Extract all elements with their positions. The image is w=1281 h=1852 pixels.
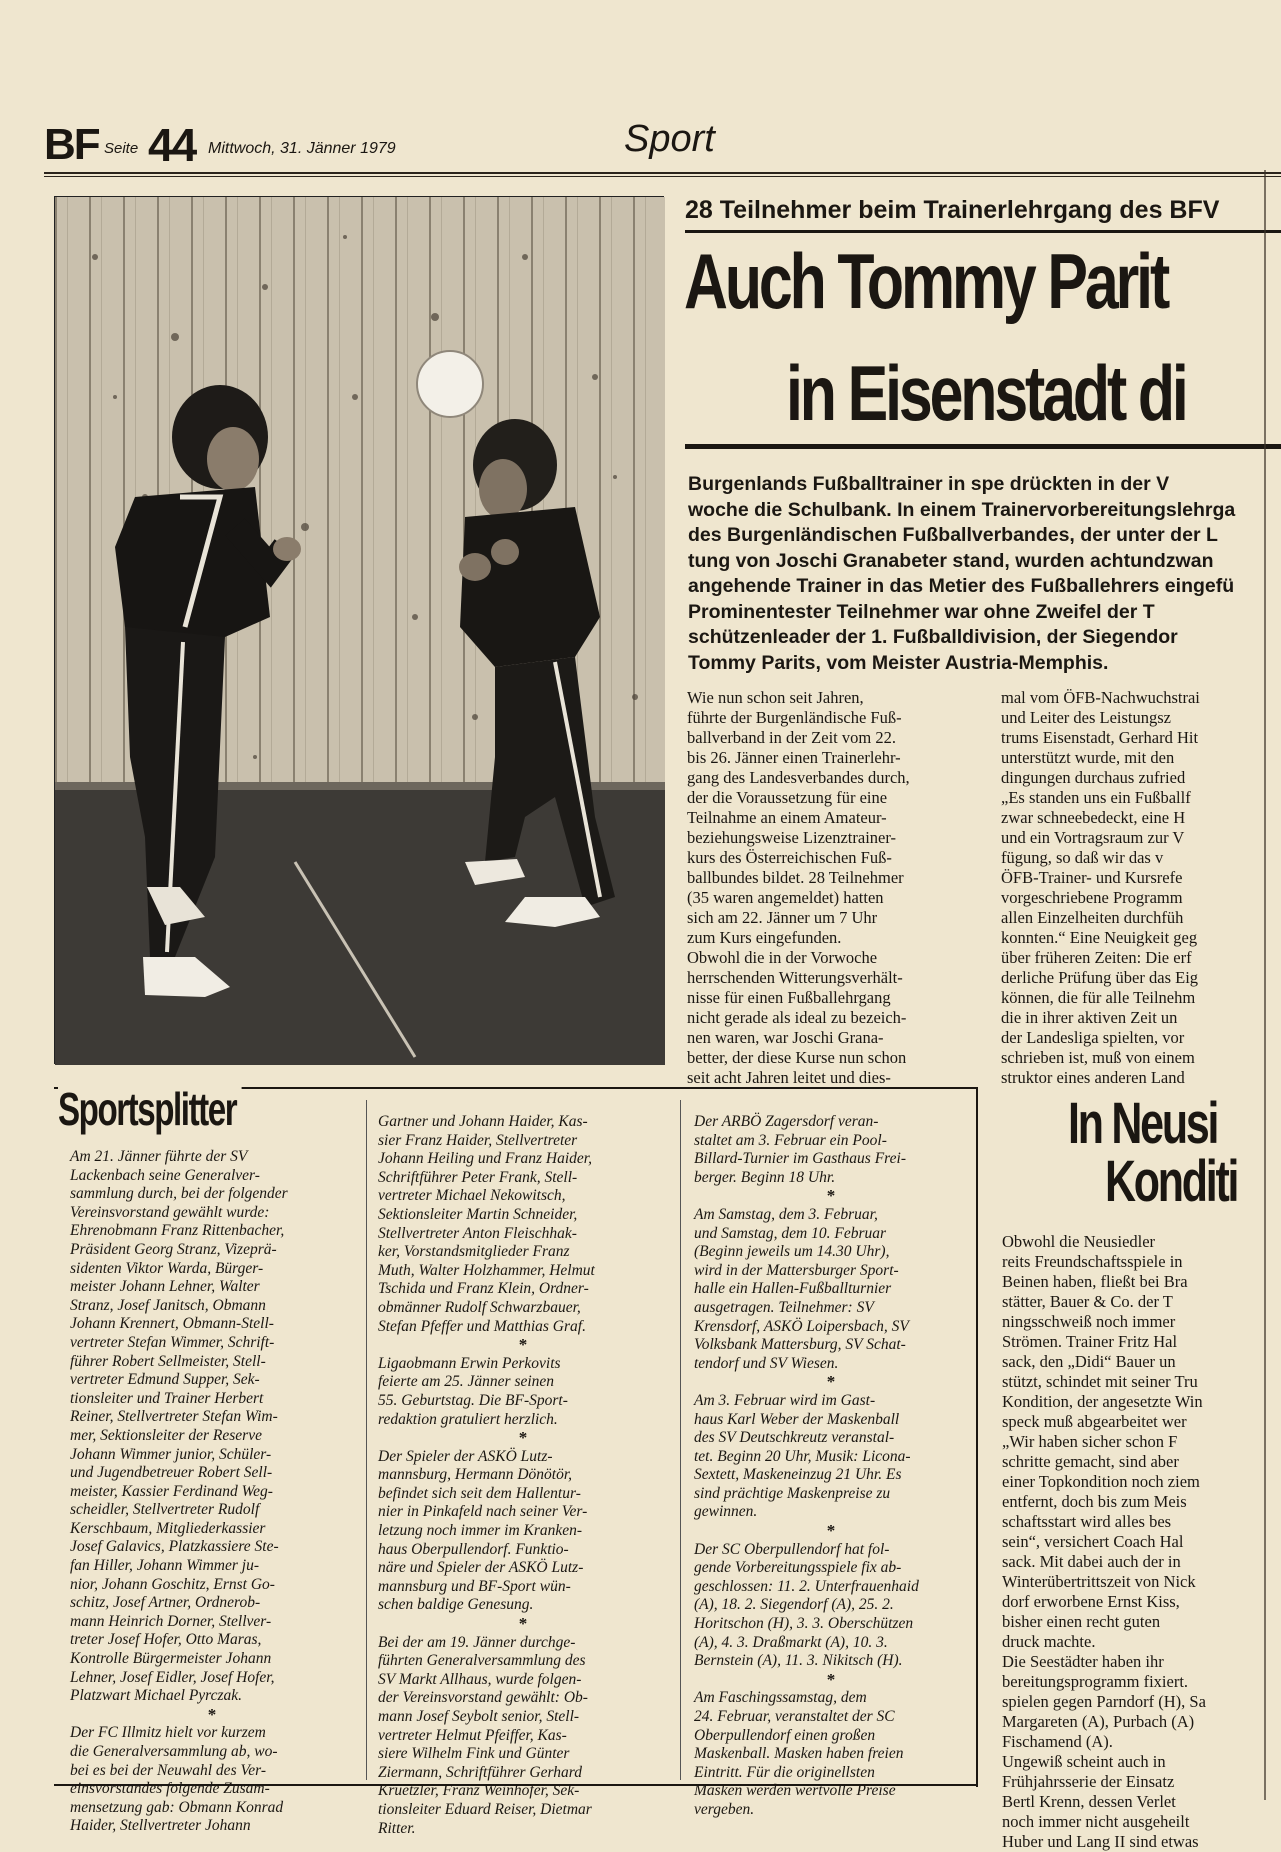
text-line: tendorf und SV Wiesen.: [694, 1354, 839, 1372]
lead-line: des Burgenländischen Fußballverbandes, der unter der L: [688, 524, 1218, 546]
text-line: trums Eisenstadt, Gerhard Hit: [1001, 728, 1199, 747]
text-line: Krensdorf, ASKÖ Loipersbach, SV: [694, 1317, 909, 1335]
text-line: stätter, Bauer & Co. der T: [1002, 1292, 1173, 1311]
article-kicker: 28 Teilnehmer beim Trainerlehrgang des BFV: [685, 196, 1220, 224]
text-line: Lackenbach seine Generalver-: [70, 1166, 260, 1184]
side-story-body: [1002, 1232, 1281, 1852]
text-line: Eintritt. Für die originellsten: [694, 1763, 875, 1781]
text-line: (A), 4. 3. Draßmarkt (A), 10. 3.: [694, 1633, 888, 1651]
text-line: meister, Kassier Ferdinand Weg-: [70, 1482, 273, 1500]
text-line: ausgetragen. Teilnehmer: SV: [694, 1298, 874, 1316]
text-line: und Leiter des Leistungsz: [1001, 708, 1171, 727]
column-divider: [366, 1100, 367, 1780]
text-line: geschlossen: 11. 2. Unterfrauenhaid: [694, 1577, 919, 1595]
kicker-rule: [685, 230, 1281, 233]
text-line: einsvorstandes folgende Zusam-: [70, 1780, 270, 1798]
text-line: beziehungsweise Lizenztrainer-: [687, 828, 897, 847]
text-line: Volksbank Mattersburg, SV Schat-: [694, 1336, 906, 1354]
text-line: Teilnahme an einem Amateur-: [687, 808, 887, 827]
text-line: dingungen durchaus zufried: [1001, 768, 1186, 787]
text-line: vertreter Edmund Supper, Sek-: [70, 1371, 260, 1389]
text-line: fügung, so daß wir das v: [1001, 848, 1164, 867]
text-line: ningsschweiß noch immer: [1002, 1312, 1176, 1331]
page-label: Seite: [104, 140, 139, 157]
text-line: des SV Deutschkreutz veranstal-: [694, 1429, 895, 1447]
lead-line: Prominentester Teilnehmer war ohne Zweifel der T: [688, 600, 1155, 623]
text-line: der die Voraussetzung für eine: [687, 788, 888, 807]
separator-star: *: [207, 1704, 217, 1724]
text-line: redaktion gratuliert herzlich.: [378, 1410, 558, 1428]
headline-rule: [685, 444, 1281, 449]
text-line: Am Faschingssamstag, dem: [694, 1689, 867, 1707]
text-line: Stellvertreter Anton Fleischhak-: [378, 1224, 577, 1242]
text-line: unterstützt wurde, mit den: [1001, 748, 1175, 767]
text-line: Oberpullendorf einen großen: [694, 1726, 876, 1744]
text-line: 24. Februar, veranstaltet der SC: [694, 1708, 895, 1725]
text-line: Kerschbaum, Mitgliederkassier: [70, 1519, 266, 1537]
text-line: sack. Mit dabei auch der in: [1002, 1552, 1181, 1571]
text-line: der Vereinsvorstand gewählt: Ob-: [378, 1689, 588, 1707]
section-title: Sport: [624, 118, 715, 160]
text-line: befindet sich seit dem Hallentur-: [378, 1484, 581, 1502]
text-line: Kruetzler, Franz Weinhofer, Sek-: [378, 1782, 580, 1800]
text-line: Vereinsvorstand gewählt wurde:: [70, 1203, 270, 1221]
text-line: Lehner, Josef Eidler, Josef Hofer,: [70, 1668, 275, 1686]
text-line: meister Johann Lehner, Walter: [70, 1278, 260, 1296]
text-line: der Landesliga spielten, vor: [1001, 1028, 1185, 1047]
text-line: Frühjahrsserie der Einsatz: [1002, 1772, 1175, 1791]
sportsplitter-column-1: [70, 1148, 354, 1836]
text-line: und Jugendbetreuer Robert Sell-: [70, 1464, 273, 1482]
text-line: Johann Krennert, Obmann-Stell-: [70, 1315, 274, 1333]
text-line: Kontrolle Bürgermeister Johann: [70, 1650, 272, 1668]
text-line: gewinnen.: [694, 1503, 758, 1521]
text-line: Wie nun schon seit Jahren,: [687, 688, 864, 707]
text-line: einer Topkondition noch ziem: [1002, 1472, 1200, 1491]
text-line: führer Robert Sellmeister, Stell-: [70, 1352, 266, 1370]
lead-line: angehende Trainer in das Metier des Fußballehrers eingefü: [688, 575, 1235, 597]
text-line: können, die für alle Teilnehm: [1001, 988, 1196, 1007]
text-line: (35 waren angemeldet) hatten: [687, 888, 884, 907]
text-line: „Wir haben sicher schon F: [1002, 1432, 1178, 1451]
text-line: nisse für einen Fußballehrgang: [687, 988, 891, 1007]
text-line: Ritter.: [378, 1819, 416, 1837]
text-line: schitz, Josef Artner, Ordnerob-: [70, 1594, 261, 1612]
text-line: nier in Pinkafeld nach seiner Ver-: [378, 1503, 588, 1521]
text-line: sich am 22. Jänner um 7 Uhr: [687, 908, 878, 927]
text-line: schen baldige Genesung.: [378, 1596, 534, 1614]
text-line: haus Karl Weber der Maskenball: [694, 1410, 900, 1428]
text-line: bis 26. Jänner einen Trainerlehr-: [687, 748, 901, 767]
text-line: mer, Sektionsleiter der Reserve: [70, 1426, 262, 1444]
side-headline-line-2: Konditi: [1105, 1149, 1238, 1214]
text-line: Am Samstag, dem 3. Februar,: [694, 1205, 878, 1223]
text-line: Bertl Krenn, dessen Verlet: [1002, 1792, 1176, 1811]
lead-line: schützenleader der 1. Fußballdivision, der Siegendor: [688, 626, 1178, 648]
text-line: letzung noch immer im Kranken-: [378, 1522, 583, 1540]
text-line: bereitungsprogramm fixiert.: [1002, 1672, 1189, 1691]
masthead-rule-thin: [44, 176, 1281, 177]
text-line: sein“, versichert Coach Hal: [1002, 1532, 1184, 1551]
text-line: schaftsstart wird alles bes: [1002, 1512, 1172, 1531]
text-line: mal vom ÖFB-Nachwuchstrai: [1001, 688, 1200, 707]
text-line: struktor eines anderen Land: [1001, 1068, 1185, 1087]
lead-line: woche die Schulbank. In einem Trainervorbereitungslehrga: [688, 498, 1236, 521]
text-line: 55. Geburtstag. Die BF-Sport-: [378, 1391, 568, 1409]
article-photo: [54, 196, 664, 1064]
masthead: [44, 118, 1274, 171]
text-line: und Samstag, dem 10. Februar: [694, 1224, 887, 1242]
text-line: Johann Heiling und Franz Haider,: [378, 1150, 592, 1168]
text-line: derliche Prüfung über das Eig: [1001, 968, 1199, 987]
text-line: Beinen haben, fließt bei Bra: [1002, 1272, 1188, 1291]
text-line: ballbundes bildet. 28 Teilnehmer: [687, 868, 904, 887]
text-line: Masken werden wertvolle Preise: [694, 1782, 896, 1800]
text-line: ballverband in der Zeit vom 22.: [687, 728, 896, 747]
lead-line: Burgenlands Fußballtrainer in spe drückten in der V: [688, 473, 1170, 495]
lead-line: tung von Joschi Granabeter stand, wurden achtundzwan: [688, 549, 1214, 572]
headline-line-1: Auch Tommy Parit: [684, 237, 1168, 325]
page-fold-shadow: [1264, 170, 1266, 1800]
text-line: und ein Vortragsraum zur V: [1001, 828, 1185, 847]
article-body-column-1: [687, 688, 977, 1088]
text-line: Ligaobmann Erwin Perkovits: [378, 1354, 561, 1372]
text-line: fan Hiller, Johann Wimmer ju-: [70, 1557, 259, 1575]
text-line: seit acht Jahren leitet und dies-: [687, 1068, 891, 1087]
column-divider: [680, 1100, 681, 1780]
text-line: wird in der Mattersburger Sport-: [694, 1261, 899, 1279]
text-line: (A), 18. 2. Siegendorf (A), 25. 2.: [694, 1596, 894, 1614]
text-line: ÖFB-Trainer- und Kursrefe: [1001, 868, 1183, 887]
text-line: vertreter Stefan Wimmer, Schrift-: [70, 1333, 275, 1351]
text-line: Am 21. Jänner führte der SV: [70, 1148, 248, 1165]
text-line: gang des Landesverbandes durch,: [687, 768, 910, 787]
text-line: better, der diese Kurse nun schon: [687, 1048, 907, 1067]
text-line: spielen gegen Parndorf (H), Sa: [1002, 1692, 1206, 1711]
text-line: die in ihrer aktiven Zeit un: [1001, 1008, 1178, 1027]
text-line: druck machte.: [1002, 1632, 1096, 1651]
issue-date: Mittwoch, 31. Jänner 1979: [208, 140, 396, 157]
text-line: mannsburg, Hermann Dönötör,: [378, 1466, 573, 1484]
text-line: siere Wilhelm Fink und Günter: [378, 1745, 570, 1763]
text-line: Maskenball. Masken haben freien: [694, 1745, 904, 1763]
text-line: vertreter Michael Nekowitsch,: [378, 1187, 566, 1205]
text-line: mannsburg und BF-Sport wün-: [378, 1577, 571, 1595]
text-line: vertreter Helmut Pfeiffer, Kas-: [378, 1726, 567, 1744]
text-line: obmänner Rudolf Schwarzbauer,: [378, 1298, 581, 1316]
text-line: bisher einen recht guten: [1002, 1612, 1161, 1631]
text-line: nior, Johann Goschitz, Ernst Go-: [70, 1575, 275, 1593]
text-line: Gartner und Johann Haider, Kas-: [378, 1113, 588, 1130]
text-line: schrieben ist, muß von einem: [1001, 1048, 1195, 1067]
text-line: über früheren Zeiten: Die erf: [1001, 948, 1192, 967]
text-line: Der ARBÖ Zagersdorf veran-: [694, 1113, 879, 1130]
text-line: Josef Galavics, Platzkassiere Ste-: [70, 1538, 279, 1556]
text-line: die Generalversammlung ab, wo-: [70, 1743, 278, 1760]
separator-star: *: [518, 1428, 528, 1448]
text-line: Horitschon (H), 3. 3. Oberschützen: [694, 1615, 914, 1633]
text-line: näre und Spieler der ASKÖ Lutz-: [378, 1559, 584, 1577]
text-line: stützt, schindet mit seiner Tru: [1002, 1372, 1198, 1391]
text-line: Muth, Walter Holzhammer, Helmut: [378, 1261, 595, 1279]
text-line: Tschida und Franz Klein, Ordner-: [378, 1280, 589, 1298]
article-lead: [688, 472, 1281, 676]
text-line: SV Markt Allhaus, wurde folgen-: [378, 1670, 582, 1688]
masthead-rule: [44, 172, 1281, 174]
text-line: noch immer nicht ausgeheilt: [1002, 1812, 1190, 1831]
text-line: Die Seestädter haben ihr: [1002, 1652, 1164, 1671]
text-line: allen Einzelheiten durchfüh: [1001, 908, 1184, 927]
text-line: staltet am 3. Februar ein Pool-: [694, 1131, 887, 1149]
text-line: reits Freundschaftsspiele in: [1002, 1252, 1183, 1271]
sportsplitter-column-3: [694, 1113, 968, 1820]
text-line: Der FC Illmitz hielt vor kurzem: [70, 1724, 266, 1742]
text-line: tionsleiter Eduard Reiser, Dietmar: [378, 1800, 592, 1818]
text-line: feierte am 25. Jänner seinen: [378, 1373, 555, 1391]
text-line: Obwohl die in der Vorwoche: [687, 948, 878, 967]
text-line: Huber und Lang II sind etwas: [1002, 1832, 1199, 1851]
article-body-column-2: [1001, 688, 1281, 1088]
text-line: Kondition, der angesetzte Win: [1002, 1392, 1203, 1411]
separator-star: *: [826, 1521, 836, 1541]
text-line: führte der Burgenländische Fuß-: [687, 708, 902, 727]
photo-footballers-heading-ball: [55, 197, 665, 1065]
text-line: Haider, Stellvertreter Johann: [70, 1817, 251, 1835]
text-line: Bernstein (A), 11. 3. Nikitsch (H).: [694, 1652, 903, 1670]
text-line: speck muß abgearbeitet wer: [1002, 1412, 1187, 1431]
text-line: scheidler, Stellvertreter Rudolf: [70, 1501, 260, 1519]
text-line: tionsleiter und Trainer Herbert: [70, 1389, 264, 1407]
text-line: bei es bei der Neuwahl des Ver-: [70, 1761, 266, 1779]
text-line: Ehrenobmann Franz Rittenbacher,: [70, 1222, 285, 1240]
text-line: Johann Wimmer junior, Schüler-: [70, 1445, 272, 1463]
text-line: Ungewiß scheint auch in: [1002, 1752, 1166, 1771]
text-line: dorf erworbene Ernst Kiss,: [1002, 1592, 1180, 1611]
text-line: sind prächtige Maskenpreise zu: [694, 1484, 891, 1502]
separator-star: *: [518, 1614, 528, 1634]
text-line: (Beginn jeweils um 14.30 Uhr),: [694, 1243, 890, 1261]
text-line: berger. Beginn 18 Uhr.: [694, 1168, 836, 1186]
separator-star: *: [826, 1669, 836, 1689]
text-line: Platzwart Michael Pyrczak.: [70, 1687, 243, 1705]
text-line: sidenten Viktor Warda, Bürger-: [70, 1259, 264, 1277]
lead-line: Tommy Parits, vom Meister Austria-Memphis.: [688, 651, 1109, 674]
text-line: nen waren, war Joschi Grana-: [687, 1028, 884, 1047]
text-line: Der Spieler der ASKÖ Lutz-: [378, 1447, 553, 1465]
text-line: konnten.“ Eine Neuigkeit geg: [1001, 928, 1198, 947]
text-line: sack, den „Didi“ Bauer un: [1002, 1352, 1176, 1371]
text-line: halle ein Hallen-Fußballturnier: [694, 1280, 892, 1298]
paper-logo: BF: [44, 120, 99, 169]
text-line: Reiner, Stellvertreter Stefan Wim-: [70, 1408, 278, 1426]
text-line: Stefan Pfeffer und Matthias Graf.: [378, 1317, 586, 1335]
text-line: zwar schneebedeckt, eine H: [1001, 808, 1186, 827]
text-line: Der SC Oberpullendorf hat fol-: [694, 1540, 890, 1558]
text-line: Stranz, Josef Janitsch, Obmann: [70, 1296, 266, 1314]
text-line: Billard-Turnier im Gasthaus Frei-: [694, 1150, 906, 1168]
text-line: haus Oberpullendorf. Funktio-: [378, 1540, 569, 1558]
text-line: Obwohl die Neusiedler: [1002, 1232, 1156, 1251]
sportsplitter-column-2: [378, 1113, 668, 1838]
text-line: vorgeschriebene Programm: [1001, 888, 1183, 907]
text-line: schritte gemacht, sind aber: [1002, 1452, 1179, 1471]
text-line: gende Vorbereitungsspiele fix ab-: [694, 1559, 902, 1577]
text-line: herrschenden Witterungsverhält-: [687, 968, 903, 987]
text-line: Sektionsleiter Martin Schneider,: [378, 1205, 578, 1223]
text-line: Winterübertrittszeit von Nick: [1002, 1572, 1196, 1591]
text-line: treter Josef Hofer, Otto Maras,: [70, 1631, 262, 1649]
page-number: 44: [148, 119, 196, 171]
text-line: vergeben.: [694, 1800, 755, 1818]
text-line: Ziermann, Schriftführer Gerhard: [378, 1763, 582, 1781]
separator-star: *: [826, 1186, 836, 1206]
text-line: führten Generalversammlung des: [378, 1652, 586, 1670]
text-line: sammlung durch, bei der folgender: [70, 1185, 288, 1203]
separator-star: *: [826, 1372, 836, 1392]
text-line: mann Heinrich Dorner, Stellver-: [70, 1612, 272, 1630]
text-line: Margareten (A), Purbach (A): [1002, 1712, 1195, 1731]
text-line: Schriftführer Peter Frank, Stell-: [378, 1168, 578, 1186]
sportsplitter-title: Sportsplitter: [58, 1082, 242, 1136]
text-line: mann Josef Seybolt senior, Stell-: [378, 1708, 580, 1725]
text-line: Bei der am 19. Jänner durchge-: [378, 1633, 576, 1651]
text-line: Fischamend (A).: [1002, 1732, 1113, 1751]
text-line: entfernt, doch bis zum Meis: [1002, 1492, 1187, 1511]
text-line: sier Franz Haider, Stellvertreter: [378, 1131, 578, 1149]
text-line: Sextett, Maskeneinzug 21 Uhr. Es: [694, 1466, 902, 1484]
text-line: tet. Beginn 20 Uhr, Musik: Licona-: [694, 1447, 911, 1465]
text-line: Präsident Georg Stranz, Vizeprä-: [70, 1240, 277, 1258]
separator-star: *: [518, 1335, 528, 1355]
text-line: zum Kurs eingefunden.: [687, 928, 842, 947]
headline-line-2: in Eisenstadt di: [786, 349, 1186, 437]
text-line: „Es standen uns ein Fußballf: [1001, 788, 1191, 807]
text-line: kurs des Österreichischen Fuß-: [687, 848, 892, 867]
side-headline-line-1: In Neusi: [1068, 1091, 1218, 1156]
text-line: Strömen. Trainer Fritz Hal: [1002, 1332, 1178, 1351]
text-line: nicht gerade als ideal zu bezeich-: [687, 1008, 907, 1027]
text-line: Am 3. Februar wird im Gast-: [694, 1391, 876, 1409]
text-line: ker, Vorstandsmitglieder Franz: [378, 1243, 570, 1261]
text-line: mensetzung gab: Obmann Konrad: [70, 1798, 284, 1816]
